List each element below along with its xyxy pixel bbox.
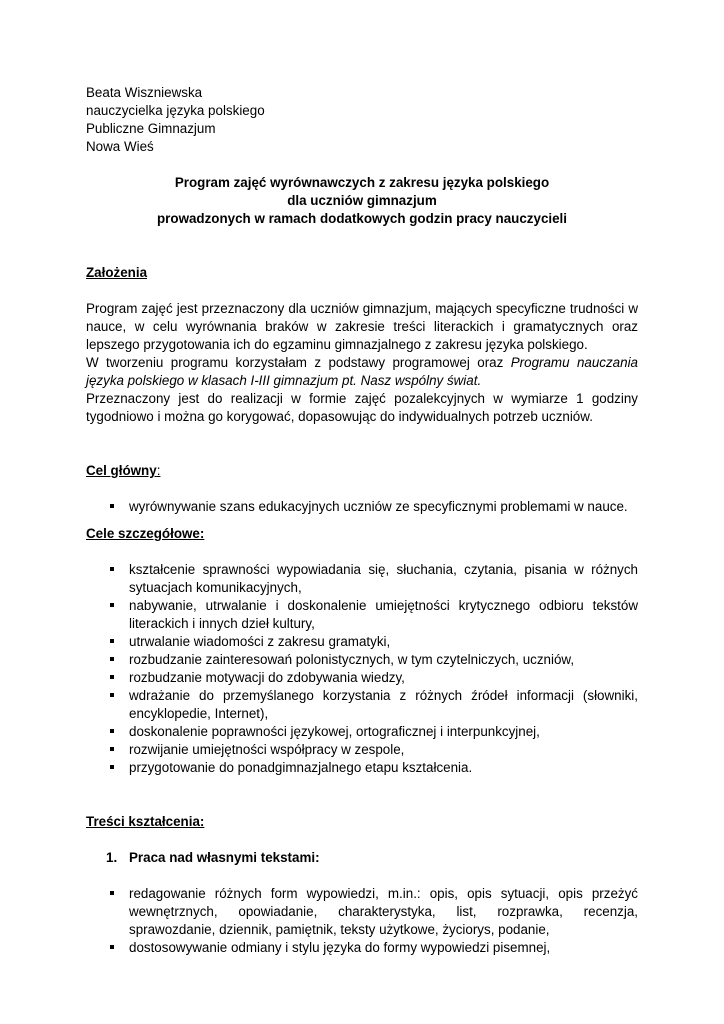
- cel-glowny-colon: :: [156, 463, 161, 478]
- document-title: [86, 174, 638, 228]
- square-bullet-icon: [110, 765, 114, 769]
- list-item-text: doskonalenie poprawności językowej, ortograficznej i interpunkcyjnej,: [129, 724, 540, 739]
- list-item-text: redagowanie różnych form wypowiedzi, m.in.: opis, opis sytuacji, opis przeżyć wewnętrznych, opowiadanie, charakterystyka, list, rozprawka, recenzja, sprawozdanie, dziennik, pamiętnik, teksty użytkowe, życiorys, podanie,: [129, 886, 638, 937]
- list-item-text: rozbudzanie zainteresowań polonistycznych, w tym czytelniczych, uczniów,: [129, 652, 575, 667]
- author-school: Publiczne Gimnazjum: [86, 121, 216, 136]
- list-item: [86, 759, 638, 777]
- list-item-text: kształcenie sprawności wypowiadania się, słuchania, czytania, pisania w różnych sytuacjach komunikacyjnych,: [129, 562, 638, 595]
- square-bullet-icon: [110, 747, 114, 751]
- list-item: [86, 885, 638, 939]
- square-bullet-icon: [110, 504, 114, 508]
- list-item-text: nabywanie, utrwalanie i doskonalenie umiejętności krytycznego odbioru tekstów literackich i innych dzieł kultury,: [129, 598, 638, 631]
- list-item-text: wdrażanie do przemyślanego korzystania z różnych źródeł informacji (słowniki, encyklopedie, Internet),: [129, 688, 638, 721]
- title-line-1: Program zajęć wyrównawczych z zakresu języka polskiego: [174, 175, 550, 190]
- cele-szczegolowe-list: [86, 561, 638, 777]
- square-bullet-icon: [110, 657, 114, 661]
- heading-zalozenia: Założenia: [86, 265, 148, 280]
- square-bullet-icon: [110, 693, 114, 697]
- title-line-3: prowadzonych w ramach dodatkowych godzin pracy nauczycieli: [157, 211, 567, 226]
- section-1-number: 1.: [106, 850, 118, 865]
- section-1-heading: [86, 849, 638, 867]
- list-item-text: wyrównywanie szans edukacyjnych uczniów ze specyficznymi problemami w nauce.: [129, 499, 628, 514]
- zalozenia-paragraph-3: Przeznaczony jest do realizacji w formie zajęć pozalekcyjnych w wymiarze 1 godziny tygodniowo i można go korygować, dopasowując do indywidualnych potrzeb uczniów.: [86, 391, 638, 424]
- list-item: [86, 723, 638, 741]
- list-item: [86, 633, 638, 651]
- zalozenia-paragraph-2: [86, 354, 638, 390]
- list-item-text: dostosowywanie odmiany i stylu języka do formy wypowiedzi pisemnej,: [129, 940, 551, 955]
- square-bullet-icon: [110, 567, 114, 571]
- program-reference: Programu nauczania języka polskiego w klasach I-III gimnazjum pt. Nasz wspólny świat.: [86, 355, 638, 388]
- list-item: [86, 498, 638, 516]
- heading-cel-glowny: [86, 462, 638, 480]
- zalozenia-body: [86, 300, 638, 426]
- list-item: [86, 741, 638, 759]
- section-1-title: Praca nad własnymi tekstami:: [129, 850, 320, 865]
- tresci-list: [86, 885, 638, 957]
- square-bullet-icon: [110, 729, 114, 733]
- zalozenia-paragraph-1: Program zajęć jest przeznaczony dla uczniów gimnazjum, mających specyficzne trudności w nauce, w celu wyrównania braków w zakresie treści literackich i gramatycznych oraz lepszego przygotowania ich do egzaminu gimnazjalnego z zakresu języka polskiego.: [86, 301, 638, 352]
- heading-tresci-ksztalcenia: Treści kształcenia:: [86, 814, 205, 829]
- author-town: Nowa Wieś: [86, 139, 154, 154]
- document-content: [86, 84, 638, 957]
- author-name: Beata Wiszniewska: [86, 85, 203, 100]
- square-bullet-icon: [110, 639, 114, 643]
- list-item: [86, 687, 638, 723]
- zalozenia-paragraph-2-text: W tworzeniu programu korzystałam z podstawy programowej oraz: [86, 355, 511, 370]
- list-item: [86, 651, 638, 669]
- list-item-text: rozbudzanie motywacji do zdobywania wiedzy,: [129, 670, 405, 685]
- heading-cele-szczegolowe: Cele szczegółowe:: [86, 526, 205, 541]
- square-bullet-icon: [110, 891, 114, 895]
- square-bullet-icon: [110, 675, 114, 679]
- list-item: [86, 561, 638, 597]
- author-role: nauczycielka języka polskiego: [86, 103, 265, 118]
- list-item-text: utrwalanie wiadomości z zakresu gramatyki,: [129, 634, 391, 649]
- cel-glowny-list: [86, 498, 638, 516]
- author-block: [86, 84, 638, 156]
- square-bullet-icon: [110, 603, 114, 607]
- cel-glowny-title: Cel główny: [86, 463, 157, 478]
- list-item: [86, 939, 638, 957]
- list-item: [86, 669, 638, 687]
- title-line-2: dla uczniów gimnazjum: [287, 193, 437, 208]
- list-item-text: rozwijanie umiejętności współpracy w zespole,: [129, 742, 405, 757]
- square-bullet-icon: [110, 945, 114, 949]
- list-item-text: przygotowanie do ponadgimnazjalnego etapu kształcenia.: [129, 760, 473, 775]
- list-item: [86, 597, 638, 633]
